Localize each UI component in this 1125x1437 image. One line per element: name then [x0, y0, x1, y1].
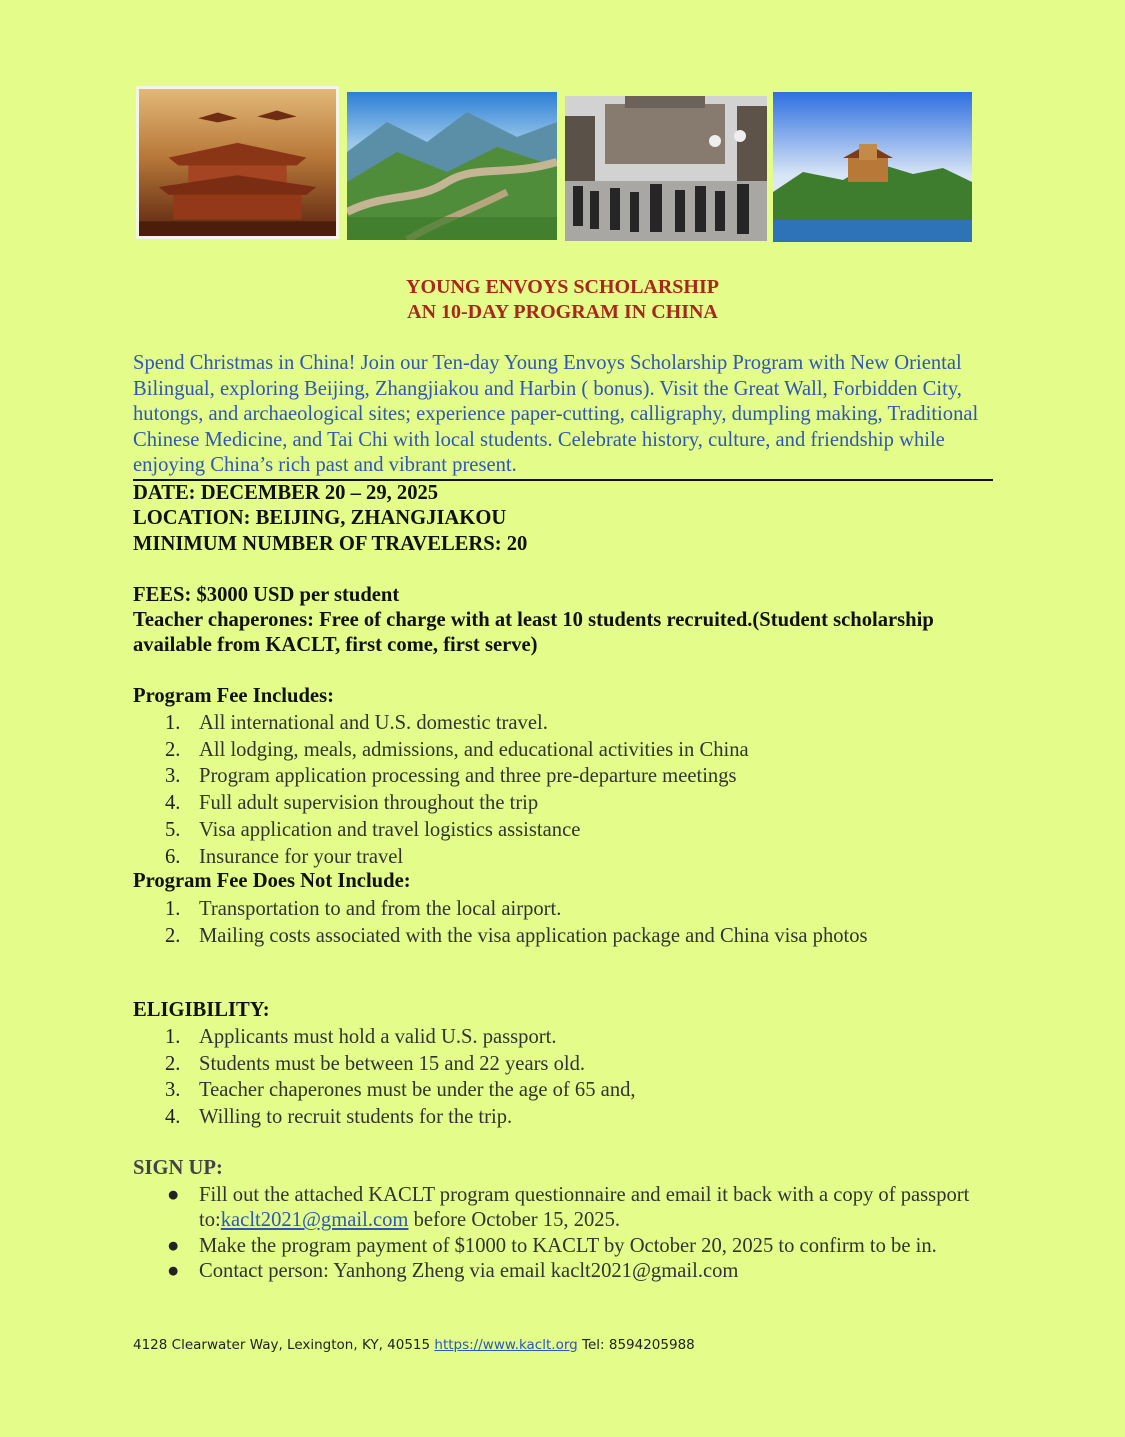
page-subtitle: AN 10-DAY PROGRAM IN CHINA [407, 301, 718, 323]
excludes-list [133, 896, 1033, 949]
intro-paragraph: Spend Christmas in China! Join our Ten-day Young Envoys Scholarship Program with New Oriental Bilingual, exploring Beijing, Zhangjiakou and Harbin ( bonus). Visit the Great Wall, Forbidden City, hutongs, and archaeological sites; experience paper-cutting, calligraphy, dumpling making, Traditional Chinese Medicine, and Tai Chi with local students. Celebrate history, culture, and friendship while enjoying China’s rich past and vibrant present. [133, 352, 979, 476]
bullet-icon: ● [167, 1184, 180, 1206]
footer-phone: Tel: 8594205988 [577, 1337, 695, 1353]
includes-list [133, 710, 1033, 870]
eligibility-list [133, 1024, 1033, 1131]
chaperones-line-2: available from KACLT, first come, first serve) [133, 634, 538, 656]
bullet-icon: ● [167, 1234, 180, 1257]
forbidden-city-photo [136, 86, 339, 239]
signup-list [133, 1183, 1033, 1285]
chaperones-line-1: Teacher chaperones: Free of charge with at least 10 students recruited.(Student scholarship [133, 609, 934, 631]
list-item: 1. All international and U.S. domestic travel. [165, 712, 548, 734]
date-line: DATE: DECEMBER 20 – 29, 2025 [133, 482, 439, 504]
list-item: ● Make the program payment of $1000 to KACLT by October 20, 2025 to confirm to be in. [133, 1234, 1033, 1259]
signup-heading: SIGN UP: [133, 1157, 223, 1179]
great-wall-photo [347, 92, 557, 240]
photo-banner [136, 86, 976, 244]
excludes-heading: Program Fee Does Not Include: [133, 870, 411, 892]
fees-line: FEES: $3000 USD per student [133, 584, 400, 606]
list-item: ● Contact person: Yanhong Zheng via email kaclt2021@gmail.com [133, 1259, 1033, 1284]
list-item: 6. Insurance for your travel [165, 845, 404, 868]
list-item: ● Fill out the attached KACLT program questionnaire and email it back with a copy of passport to:kaclt2021@gmail.com before October 15, 2025. [167, 1184, 970, 1232]
list-item: 3. Program application processing and three pre-departure meetings [165, 765, 737, 788]
list-item: 1. Transportation to and from the local airport. [165, 898, 562, 920]
eligibility-heading: ELIGIBILITY: [133, 999, 270, 1021]
list-item: 1. Applicants must hold a valid U.S. passport. [165, 1026, 557, 1048]
email-link[interactable]: kaclt2021@gmail.com [220, 1209, 409, 1232]
footer [133, 1337, 695, 1353]
list-item: 3. Teacher chaperones must be under the age of 65 and, [165, 1079, 636, 1102]
list-item: 2. Mailing costs associated with the visa application package and China visa photos [165, 924, 868, 947]
divider [133, 479, 993, 481]
minimum-travelers-line: MINIMUM NUMBER OF TRAVELERS: 20 [133, 533, 528, 555]
list-item: 4. Full adult supervision throughout the trip [165, 792, 539, 815]
website-link[interactable]: https://www.kaclt.org [434, 1337, 578, 1353]
summer-palace-photo [773, 92, 972, 242]
list-item: 4. Willing to recruit students for the trip. [165, 1106, 513, 1129]
bullet-icon: ● [167, 1260, 180, 1283]
list-item: 2. All lodging, meals, admissions, and educational activities in China [165, 738, 749, 761]
page-title: YOUNG ENVOYS SCHOLARSHIP [406, 276, 719, 298]
location-line: LOCATION: BEIJING, ZHANGJIAKOU [133, 507, 507, 529]
list-item: 5. Visa application and travel logistics assistance [165, 818, 581, 841]
includes-heading: Program Fee Includes: [133, 685, 334, 707]
street-crowd-photo [565, 96, 767, 241]
list-item: 2. Students must be between 15 and 22 years old. [165, 1052, 586, 1075]
footer-address: 4128 Clearwater Way, Lexington, KY, 40515 [133, 1337, 435, 1353]
